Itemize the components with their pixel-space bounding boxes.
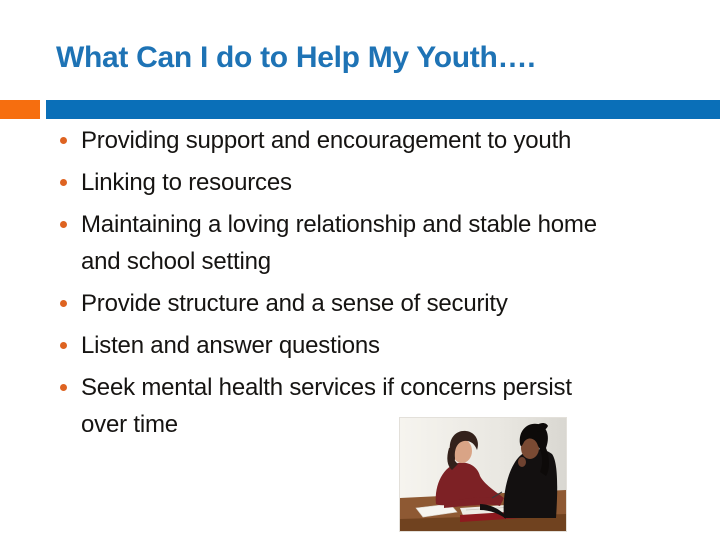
bullet-icon [60,179,67,186]
photo-two-women-meeting [400,418,566,531]
slide-title: What Can I do to Help My Youth…. [56,41,536,74]
bullet-list [56,122,692,448]
bullet-text: Linking to resources [81,169,292,196]
bullet-item [56,122,692,159]
bullet-text-cont: over time [81,411,178,438]
accent-bar-orange [0,100,40,119]
bullet-item [56,206,692,280]
bullet-item [56,285,692,322]
bullet-item [56,327,692,364]
bullet-item [56,164,692,201]
accent-bar-blue [46,100,720,119]
bullet-text: Listen and answer questions [81,332,380,359]
bullet-icon [60,221,67,228]
bullet-icon [60,384,67,391]
bullet-item [56,369,692,443]
bullet-text: Maintaining a loving relationship and stable home [81,211,597,238]
bullet-text: Seek mental health services if concerns persist [81,374,572,401]
bullet-icon [60,300,67,307]
bullet-icon [60,137,67,144]
bullet-text: Provide structure and a sense of security [81,290,508,317]
bullet-icon [60,342,67,349]
bullet-text-cont: and school setting [81,248,271,275]
bullet-text: Providing support and encouragement to youth [81,127,572,154]
